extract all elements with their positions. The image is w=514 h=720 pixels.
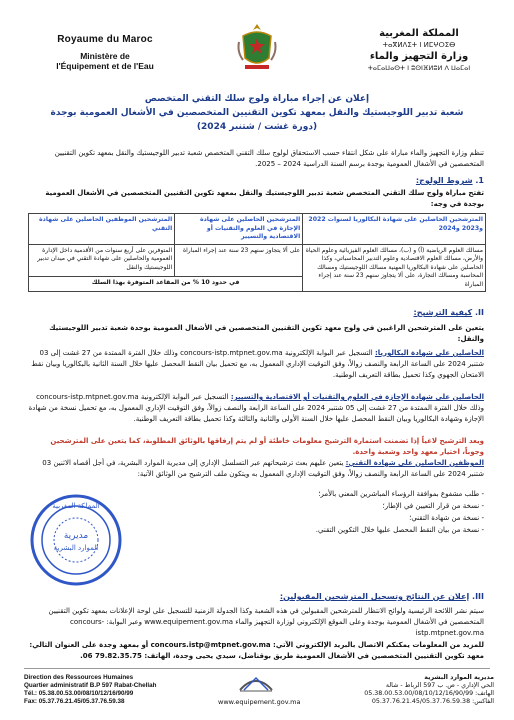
ministry-line-2: l'Équipement et de l'Eau (56, 61, 154, 71)
stamp-line-1: المملكة المغربية (52, 502, 100, 510)
technician-text: يتعين عليهم بعث ترشيحاتهم عبر التسلسل الإداري إلى مديرية الموارد البشرية، في أجل أقصاه الاثنين 03 شتنبر 2024 على الساعة الرابعة والنصف زوالاً، وفق التوقيت الإداري المعمول به ويتكون ملف الترشيح من الوثائق الآتية: (42, 459, 484, 478)
section-2-heading (414, 308, 484, 317)
col3-body: المتوفرين على أربع سنوات من الأقدمية داخل الإدارة العمومية والحاصلين على شهادة التقني في ميدان تدبير اللوجيستيك والنقل (29, 244, 175, 277)
section-3-num: III. (472, 592, 484, 601)
technician-label: الموظفين الحاصلين على شهادة التقني: (345, 459, 484, 467)
stamp-line-2: مديرية (63, 531, 89, 541)
table-row (29, 214, 486, 245)
baccalaureate-text: التسجيل عبر البوابة الإلكترونية concours-istp.mtpnet.gov.ma وذلك خلال الفترة الممتدة من 27 غشت إلى 03 شتنبر 2024 على الساعة الرابعة والنصف زوالاً، وفق التوقيت الإداري المعمول به، مع تحميل بيان النقط المحصل عليها خلال السنة الثانية بالبكالوريا وبيان نقط الامتحان الجهوي وكذا تحميل بطاقة التعريف الوطنية. (31, 349, 484, 379)
official-stamp (28, 492, 124, 588)
section-2-num: II. (475, 308, 484, 317)
coat-of-arms-icon (235, 22, 279, 72)
list-item: - نسخة من بيان النقط المحصل عليها خلال التكوين التقني. (315, 526, 484, 534)
section-3-title: إعلان عن النتائج وتسجيل المترشحين المقبولين: (279, 592, 470, 601)
section-1-title: شروط الولوج: (415, 176, 473, 185)
baccalaureate-item (28, 348, 484, 381)
ministry-label-fr (30, 51, 180, 71)
quota-footnote: في حدود 10 % من المقاعد المتوفرة بهذا السلك (29, 277, 303, 292)
header-right (344, 28, 494, 72)
license-label: الحاصلين على شهادة الإجازة في العلوم والتقنيات أو الاقتصادية والتسيير: (230, 393, 484, 401)
footer-directorate-fr: Direction des Ressources Humaines (24, 674, 134, 681)
results-text: سيتم نشر اللائحة الرئيسية ولوائح الانتظار للمترشحين المقبولين في هذه الشعبة وكذا الجدولة الزمنية للتسجيل على لوحة الإعلانات بمعهد تكوين التقنيين المتخصصين في الأشغال العمومية بوجدة وعلى الموقع الإلكتروني لوزارة التجهيز والماء www.equipement.gov.ma وعبر البوابة: concours-istp.mtpnet.gov.ma (48, 607, 484, 637)
list-item: - نسخة من شهادة التقني؛ (409, 514, 484, 522)
col1-head: المترشحين الحاصلين على شهادة البكالوريا لسنوات 2022 و2023 و2024 (303, 214, 486, 245)
license-item (28, 392, 484, 425)
registration-intro: يتعين على المترشحين الراغبين في ولوج معهد تكوين التقنيين المتخصصين في الأشغال العمومية بوجدة شعبة تدبير اللوجيستيك والنقل: (49, 324, 484, 343)
footer-left (24, 674, 174, 706)
section-2-title: كيفية الترشيح: (413, 308, 473, 317)
kingdom-label-tifinagh: ⵜⴰⴳⵍⴷⵉⵜ ⵏ ⵍⵎⵖⵔⵉⴱ (382, 41, 456, 49)
license-text: التسجيل عبر البوابة الإلكترونية concours-istp.mtpnet.gov.ma وذلك خلال الفترة الممتدة من 27 غشت إلى 05 شتنبر 2024 على الساعة الرابعة والنصف زوالاً، وفق التوقيت الإداري المعمول به، مع تحميل نسخة من شهادة الإجازة وشهادة البكالوريا وبيان النقط المحصل عليها خلال السنة الأولى والثانية والثالثة وكذا تحميل بطاقة التعريف الوطنية. (28, 393, 484, 423)
kingdom-label-ar: المملكة المغربية (379, 28, 459, 39)
section-3-heading (280, 592, 484, 601)
footer-directorate-ar: مديرية الموارد البشرية (424, 674, 494, 681)
footer-divider (24, 668, 490, 669)
intro-paragraph: تنظم وزارة التجهيز والماء مباراة على شكل انتقاء حسب الاستحقاق لولوج سلك التقني المتخصص شعبة تدبير اللوجيستيك والنقل بمعهد تكوين التقنيين المتخصصين في الأشغال العمومية بوجدة برسم السنة الدراسية 2024 – 2025. (54, 149, 484, 168)
list-item: - نسخة من قرار التعيين في الإطار؛ (382, 502, 484, 510)
footer-website[interactable]: www.equipement.gov.ma (218, 698, 301, 706)
ministry-label-tifinagh: ⵜⴰⵎⴰⵡⴰⵙⵜ ⵏ ⵓⵙⵏⴼⵍⵓⵍ ⴷ ⵡⴰⵎⴰⵏ (367, 64, 471, 72)
footer-phone-ar: الهاتف: 05.38.00.53.00/08/10/12/16/90/99 (364, 690, 494, 697)
ministry-logo-icon (238, 670, 274, 694)
required-documents-list (140, 488, 484, 537)
ministry-line-1: Ministère de (80, 51, 130, 61)
contact-text: للمزيد من المعلومات يمكنكم الاتصال بالبريد الإلكتروني الآتي: concours.istp@mtpnet.gov.ma أو بمعهد وجدة على العنوان التالي: معهد تكوين التقنيين المتخصصين في الأشغال العمومية طريق بوقناضل، سيدي يحيى وجدة، الهاتف: 79.82.35.75 06. (29, 641, 484, 660)
conditions-text: تفتح مباراة ولوج سلك التقني المتخصص شعبة تدبير اللوجيستيك والنقل بمعهد تكوين التقنيين المتخصصين في الأشغال العمومية بوجدة في وجه: (45, 189, 484, 208)
footer-phone-fr: Tél.: 05.38.00.53.00/08/10/12/16/90/99 (24, 690, 134, 697)
announcement-title (40, 92, 474, 134)
col3-head: المترشحين الموظفين الحاصلين على شهادة التقني (29, 214, 175, 245)
header-left (30, 34, 180, 71)
col1-body: مسالك العلوم الرياضية (أ) و (ب)، مسالك العلوم الفيزيائية وعلوم الحياة والأرض، مسالك العلوم الاقتصادية وعلوم التدبير المحاسباتي، وكذا الحاصلين على شهادة البكالوريا المهنية مسالك اللوجيستيك ومسالك المحاسبة ومسالك التجارة، على ألا يتجاوز سنهم 23 سنة عند إجراء المباراة (303, 244, 486, 292)
footer-fax-fr: Fax: 05.37.76.21.45/05.37.76.59.38 (24, 698, 125, 705)
section-1-num: 1. (475, 176, 484, 185)
eligibility-table (28, 213, 486, 292)
table-row (29, 244, 486, 277)
footer-address-ar: الحي الإداري - ص. ب 597 الرباط - شالة (385, 682, 494, 689)
stamp-line-3: الموارد البشرية (53, 544, 99, 552)
list-item: - طلب مشفوع بموافقة الرؤساء المباشرين المعني بالأمر؛ (318, 490, 484, 498)
footer-right (334, 674, 494, 706)
title-line-1: إعلان عن إجراء مباراة ولوج سلك التقني المتخصص (144, 94, 370, 104)
footer-fax-ar: الفاكس: 05.37.76.21.45/05.37.76.59.38 (371, 698, 494, 705)
title-line-2: شعبة تدبير اللوجيستيك والنقل بمعهد تكوين التقنيين المتخصصين في الأشغال العمومية بوجدة (50, 108, 464, 118)
technician-item (28, 458, 484, 480)
section-1-heading (416, 176, 484, 185)
baccalaureate-label: الحاصلين على شهادة البكالوريا: (374, 349, 484, 357)
kingdom-label-fr: Royaume du Maroc (57, 34, 153, 45)
ministry-label-ar: وزارة التجهيز والماء (369, 51, 469, 62)
warning-text: ويعد الترشيح لاغياً إذا تضمنت استمارة الترشيح معلومات خاطئة أو لم يتم إرفاقها بالوثائق المطلوبة، كما يتعين على المترشحين وجوباً، اختيار معهد واحد وشعبة واحدة. (50, 437, 484, 456)
footer-address-fr: Quartier administratif B.P 597 Rabat-Chellah (24, 682, 157, 689)
col2-head: المترشحين الحاصلين على شهادة الإجازة في العلوم والتقنيات أو الاقتصادية والتسيير (175, 214, 303, 245)
col2-body: على ألا يتجاوز سنهم 23 سنة عند إجراء المباراة (175, 244, 303, 277)
title-line-3: (دورة غشت / شتنبر 2024) (196, 122, 318, 132)
